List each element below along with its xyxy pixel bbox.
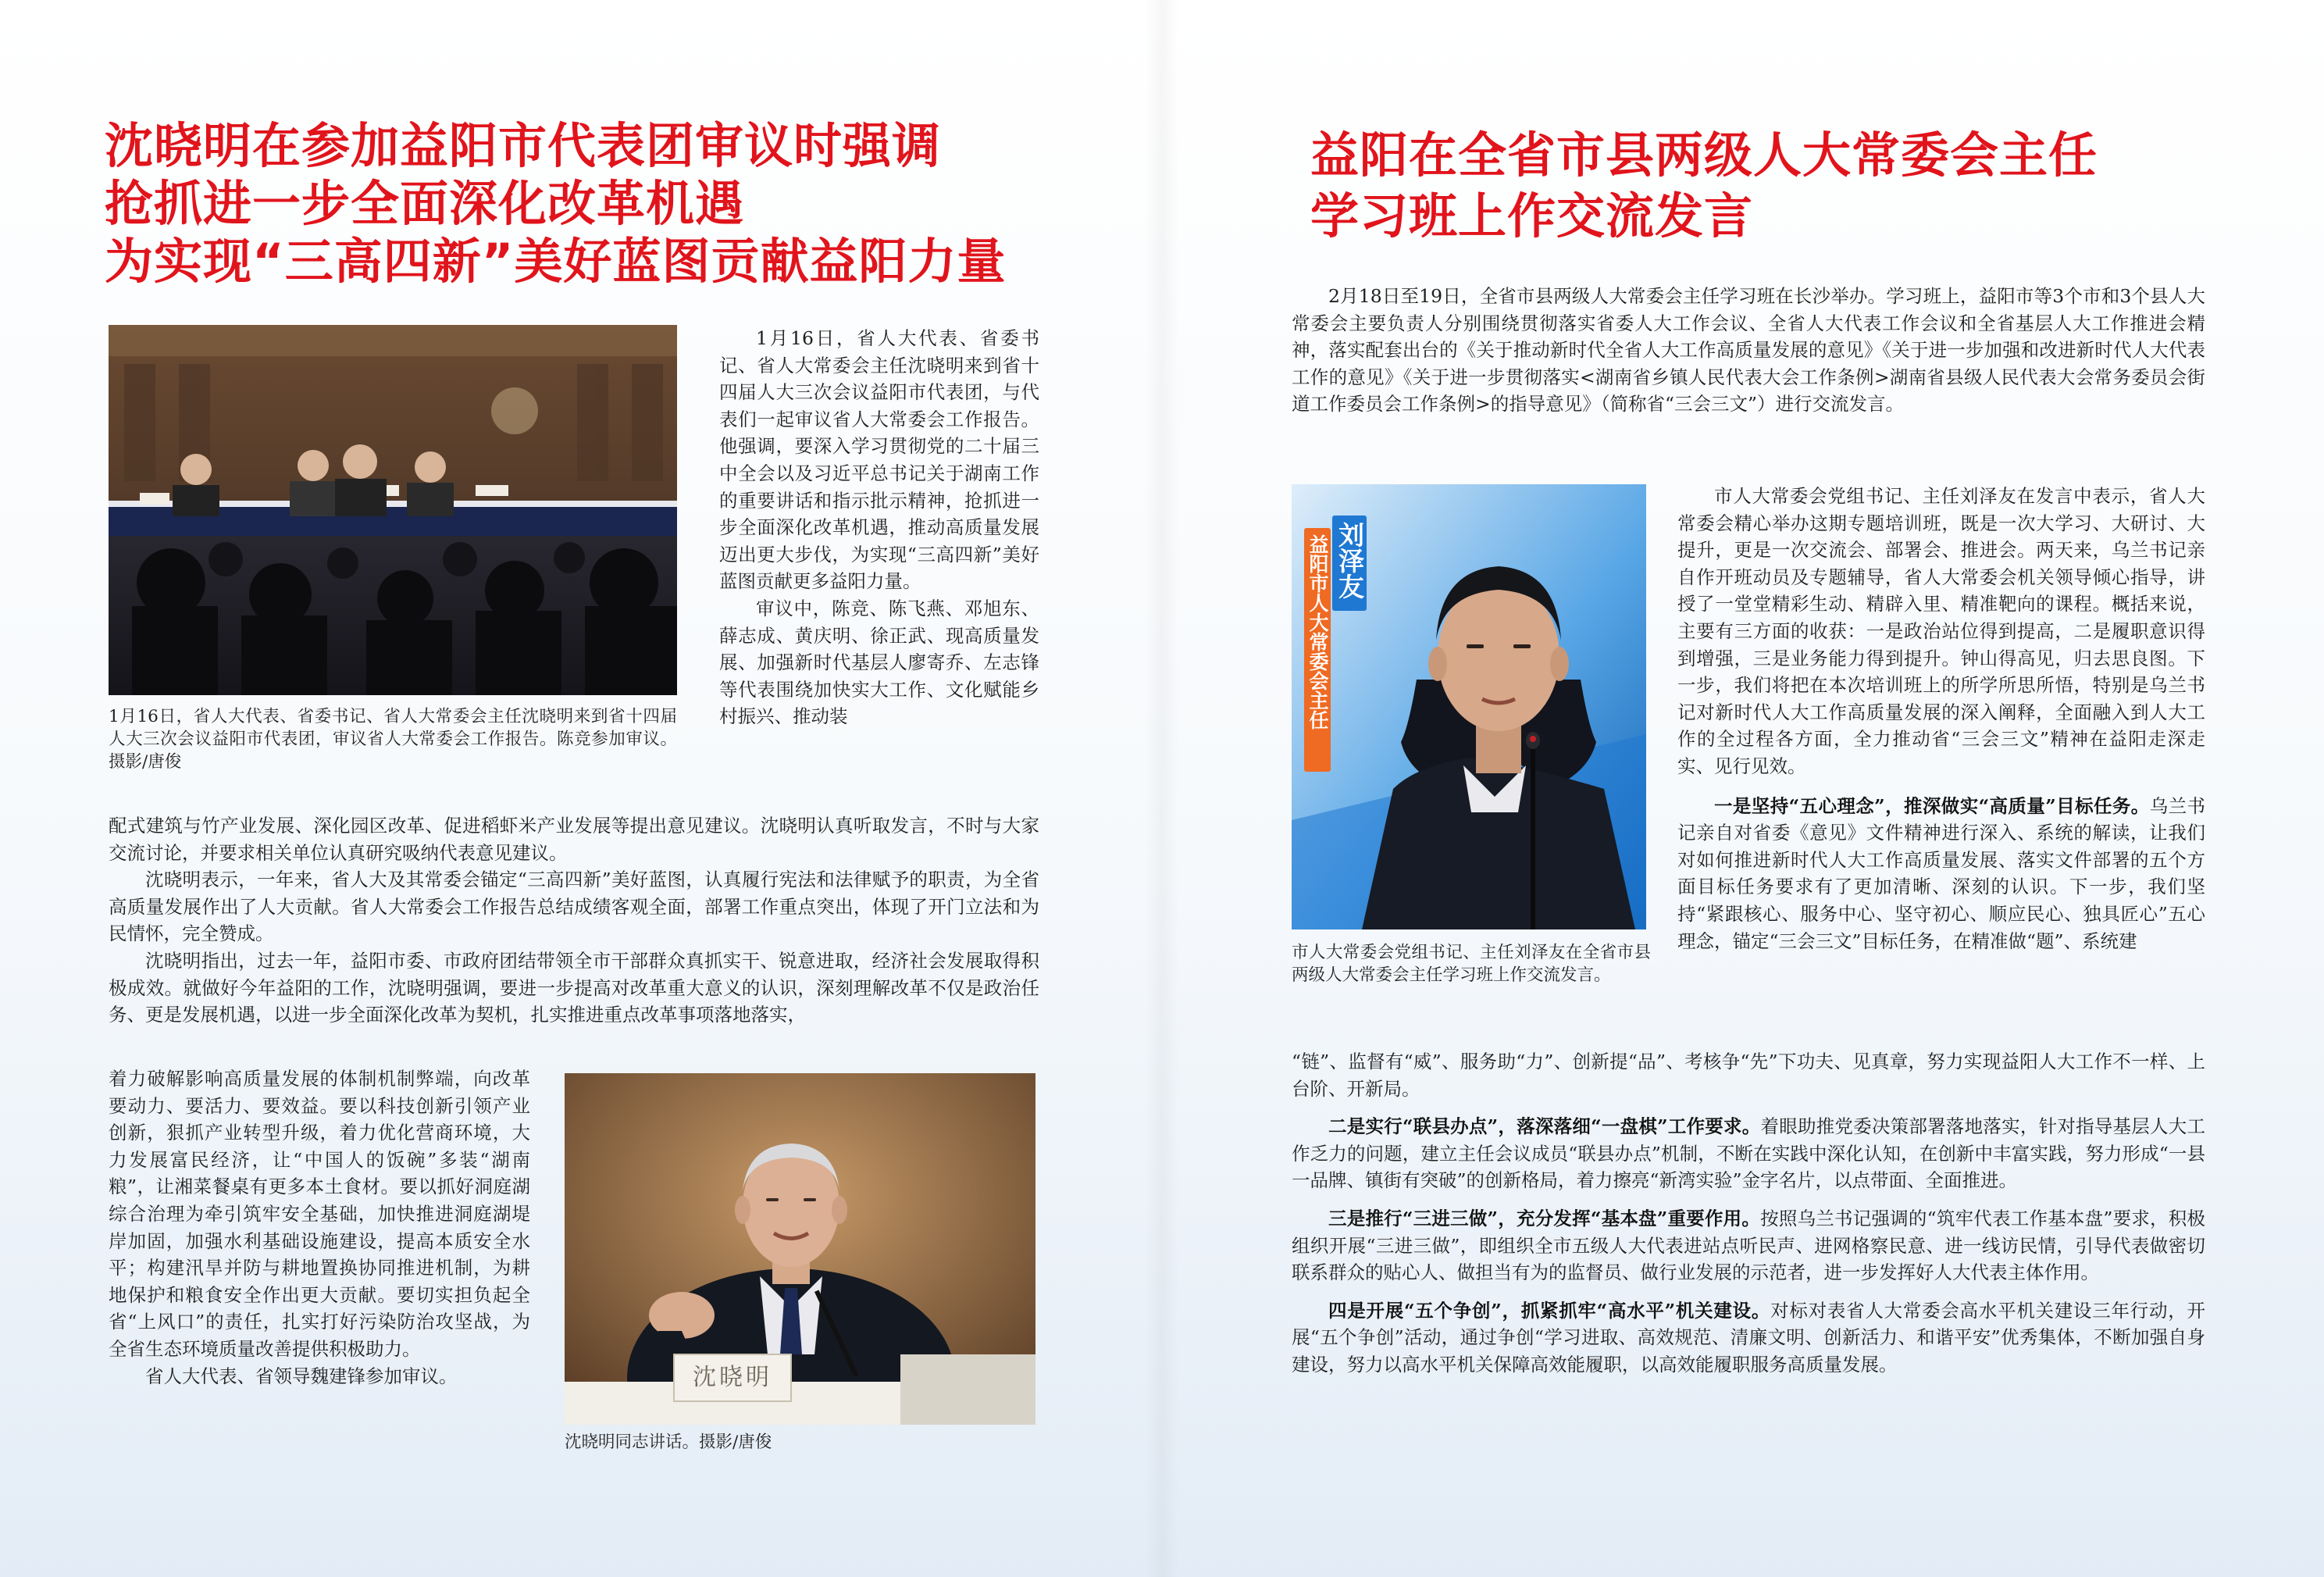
portrait-title: 益阳市人大常委会主任	[1306, 534, 1329, 730]
speaker-illustration	[565, 1073, 1035, 1425]
left-headline-line-3: 为实现“三高四新”美好蓝图贡献益阳力量	[105, 233, 1007, 290]
point-1-body: 乌兰书记亲自对省委《意见》文件精神进行深入、系统的解读，让我们对如何推进新时代人大工作高质量发展、落实文件部署的五个方面目标任务要求有了更加清晰、深刻的认识。下一步，我们坚持“紧跟核心、服务中心、坚守初心、顺应民心、独具匠心”五心理念，锚定“三会三文”目标任务，在精准做“题”、系统建	[1677, 794, 2205, 952]
left-col-paragraph-1: 1月16日，省人大代表、省委书记、省人大常委会主任沈晓明来到省十四届人大三次会议益阳市代表团，与代表们一起审议省人大常委会工作报告。他强调，要深入学习贯彻党的二十届三中全会以及习近平总书记关于湖南工作的重要讲话和指示批示精神，抢抓进一步全面深化改革机遇，推动高质量发展迈出更大步伐，为实现“三高四新”美好蓝图贡献更多益阳力量。	[719, 327, 1039, 593]
right-full-width-text	[1292, 1048, 2205, 1379]
point-3-lead: 三是推行“三进三做”，充分发挥“基本盘”重要作用。	[1328, 1207, 1761, 1229]
point-1-lead: 一是坚持“五心理念”，推深做实“高质量”目标任务。	[1714, 794, 2150, 817]
left-full-width-text	[109, 812, 1039, 1029]
right-col-paragraph-2	[1677, 793, 2205, 955]
point-3-body: 按照乌兰书记强调的“筑牢代表工作基本盘”要求，积极组织开展“三进三做”，即组织全市五级人大代表进站点听民声、进网格察民意、进一线访民情，引导代表做密切联系群众的贴心人、做担当有为的监督员、做行业发展的示范者，进一步发挥好人大代表主体作用。	[1292, 1207, 2205, 1284]
portrait-title-badge	[1304, 528, 1331, 772]
page-spine	[1145, 0, 1179, 1577]
point-1-continuation: “链”、监督有“威”、服务助“力”、创新提“品”、考核争“先”下功夫、见真章，努力实现益阳人大工作不一样、上台阶、开新局。	[1292, 1051, 2205, 1100]
left-full-paragraph-3: 沈晓明指出，过去一年，益阳市委、市政府团结带领全市干部群众真抓实干、锐意进取，经济社会发展取得积极成效。就做好今年益阳的工作，沈晓明强调，要进一步提高对改革重大意义的认识，深刻理解改革不仅是政治任务、更是发展机遇，以进一步全面深化改革为契机，扎实推进重点改革事项落地落实，	[109, 949, 1039, 1026]
left-bottom-paragraph-1: 着力破解影响高质量发展的体制机制弊端，向改革要动力、要活力、要效益。要以科技创新引领产业创新，狠抓产业转型升级，着力优化营商环境，大力发展富民经济，让“中国人的饭碗”多装“湖南粮”，让湘菜餐桌有更多本土食材。要以抓好洞庭湖综合治理为牵引筑牢安全基础，加快推进洞庭湖堤岸加固，加强水利基础设施建设，提高本质安全水平；构建汛旱并防与耕地置换协同推进机制，为耕地保护和粮食安全作出更大贡献。要切实担负起全省“上风口”的责任，扎实打好污染防治攻坚战，为全省生态环境质量改善提供积极助力。	[109, 1068, 530, 1360]
right-intro-paragraph: 2月18日至19日，全省市县两级人大常委会主任学习班在长沙举办。学习班上，益阳市等3个市和3个县人大常委会主要负责人分别围绕贯彻落实省委人大工作会议、全省人大代表工作会议和全省基层人大工作推进会精神，落实配套出台的《关于推动新时代全省人大工作高质量发展的意见》《关于进一步加强和改进新时代人大代表工作的意见》《关于进一步贯彻落实<湖南省乡镇人民代表大会工作条例>湖南省县级人民代表大会常务委员会街道工作委员会工作条例>的指导意见》（简称省“三会三文”）进行交流发言。	[1292, 285, 2205, 416]
right-headline-line-1: 益阳在全省市县两级人大常委会主任	[1310, 127, 2098, 184]
right-headline-line-2: 学习班上作交流发言	[1310, 187, 1754, 244]
meeting-photo	[109, 325, 677, 695]
meeting-photo-caption: 1月16日，省人大代表、省委书记、省人大常委会主任沈晓明来到省十四届人大三次会议益阳市代表团，审议省人大常委会工作报告。陈竞参加审议。摄影/唐俊	[109, 707, 677, 772]
left-col-paragraph-2: 审议中，陈竞、陈飞燕、邓旭东、薛志成、黄庆明、徐正武、现高质量发展、加强新时代基层人廖寄乔、左志锋等代表围绕加快实大工作、文化赋能乡村振兴、推动装	[719, 597, 1039, 728]
left-headline-line-2: 抢抓进一步全面深化改革机遇	[105, 175, 745, 232]
point-2-lead: 二是实行“联县办点”，落深落细“一盘棋”工作要求。	[1328, 1115, 1761, 1138]
point-4-lead: 四是开展“五个争创”，抓紧抓牢“高水平”机关建设。	[1328, 1299, 1771, 1322]
right-column-text	[1677, 483, 2205, 954]
left-headline	[105, 117, 1007, 291]
portrait-caption: 市人大常委会党组书记、主任刘泽友在全省市县两级人大常委会主任学习班上作交流发言。	[1292, 943, 1651, 985]
point-2-paragraph	[1292, 1113, 2205, 1194]
right-headline	[1310, 125, 2098, 247]
left-right-column	[719, 325, 1039, 730]
portrait-photo	[1292, 484, 1646, 929]
speaker-photo-caption: 沈晓明同志讲话。摄影/唐俊	[565, 1433, 772, 1452]
point-4-body: 对标对表省人大常委会高水平机关建设三年行动，开展“五个争创”活动，通过争创“学习进取、高效规范、清廉文明、创新活力、和谐平安”优秀集体，不断加强自身建设，努力以高水平机关保障高效能履职，以高效能履职服务高质量发展。	[1292, 1299, 2206, 1375]
right-col-paragraph-1: 市人大常委会党组书记、主任刘泽友在发言中表示，省人大常委会精心举办这期专题培训班，既是一次大学习、大研讨、大提升，更是一次交流会、部署会、推进会。两天来，乌兰书记亲自作开班动员及专题辅导，省人大常委会机关领导倾心指导，讲授了一堂堂精彩生动、精辟入里、精准靶向的课程。概括来说，主要有三方面的收获：一是政治站位得到提高，二是履职意识得到增强，三是业务能力得到提升。钟山得高见，归去思良图。下一步，我们将把在本次培训班上的所学所思所悟，特别是乌兰书记对新时代人大工作高质量发展的深入阐释，全面融入到人大工作的全过程各方面，全力推动省“三会三文”精神在益阳走深走实、见行见效。	[1677, 485, 2205, 777]
speaker-photo	[565, 1073, 1035, 1425]
point-3-paragraph	[1292, 1205, 2205, 1286]
left-bottom-paragraph-2: 省人大代表、省领导魏建锋参加审议。	[145, 1365, 458, 1387]
portrait-name: 刘泽友	[1335, 522, 1365, 599]
point-4-paragraph	[1292, 1297, 2205, 1379]
point-2-body: 着眼助推党委决策部署落地落实，针对指导基层人大工作乏力的问题，建立主任会议成员“联县办点”机制，不断在实践中深化认知，在创新中丰富实践，努力形成“一县一品牌、镇街有突破”的创新格局，着力擦亮“新湾实验”金字名片，以点带面、全面推进。	[1292, 1115, 2206, 1192]
speaker-nameplate: 沈晓明	[693, 1364, 772, 1391]
left-full-paragraph-2: 沈晓明表示，一年来，省人大及其常委会锚定“三高四新”美好蓝图，认真履行宪法和法律赋予的职责，为全省高质量发展作出了人大贡献。省人大常委会工作报告总结成绩客观全面，部署工作重点突出，体现了开门立法和为民情怀，完全赞成。	[109, 869, 1039, 945]
left-bottom-column	[109, 1065, 530, 1390]
meeting-scene-illustration	[109, 325, 677, 695]
left-headline-line-1: 沈晓明在参加益阳市代表团审议时强调	[105, 117, 942, 174]
portrait-name-badge	[1332, 516, 1367, 611]
left-full-paragraph-1: 配式建筑与竹产业发展、深化园区改革、促进稻虾米产业发展等提出意见建议。沈晓明认真听取发言，不时与大家交流讨论，并要求相关单位认真研究吸纳代表意见建议。	[109, 815, 1039, 864]
